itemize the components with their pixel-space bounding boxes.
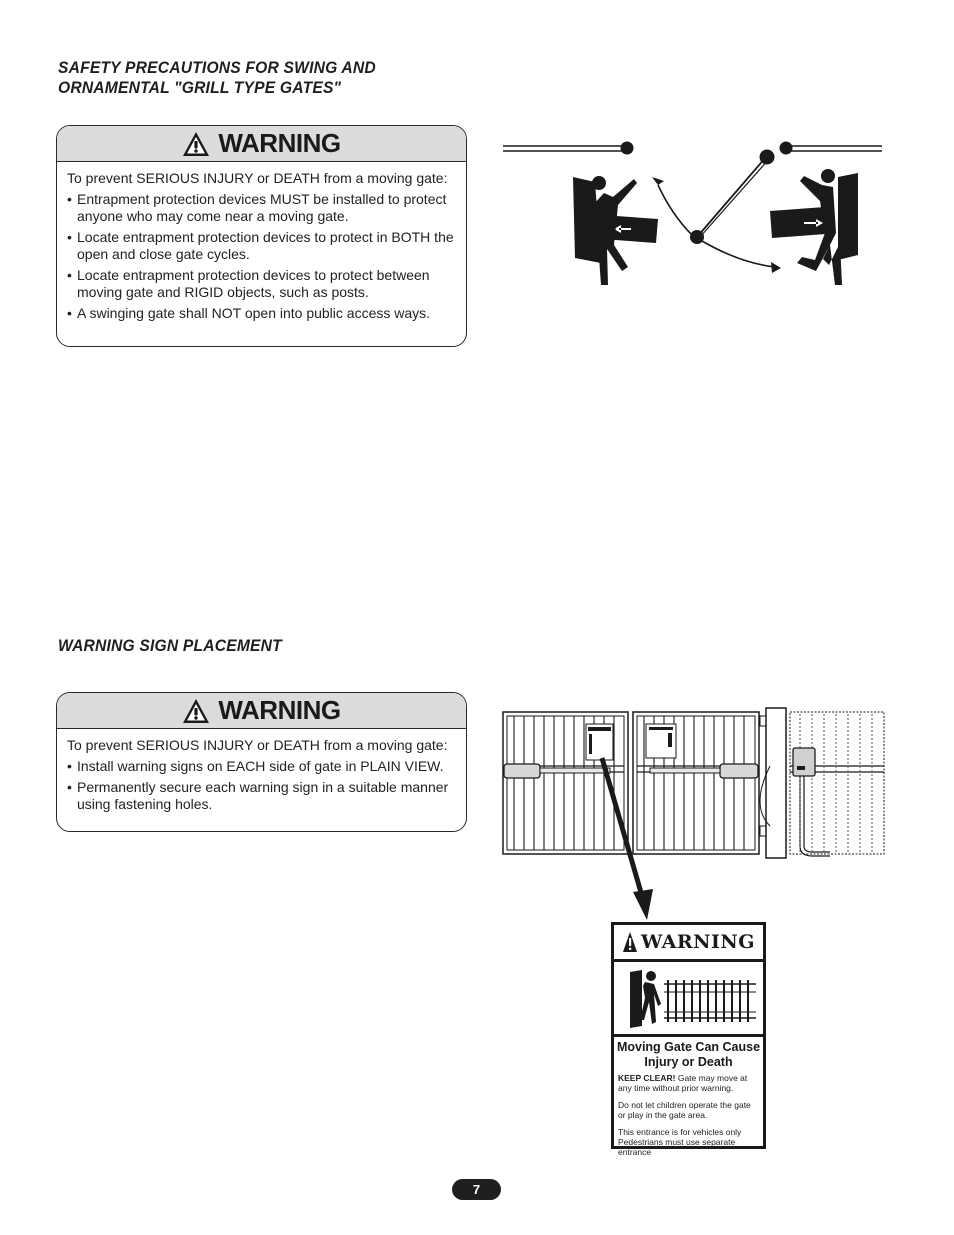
warning-item: • Install warning signs on EACH side of gate in PLAIN VIEW. <box>67 758 456 775</box>
warning-box-header <box>57 126 466 162</box>
sign-keep-clear-rest: Gate may move at any time without prior warning. <box>618 1073 748 1093</box>
sign-pictogram <box>614 962 763 1037</box>
warning-lead: To prevent SERIOUS INJURY or DEATH from a moving gate: <box>67 737 448 753</box>
sign-text <box>614 1070 763 1157</box>
section-heading-sign-placement: WARNING SIGN PLACEMENT <box>58 636 282 655</box>
sign-entrance-line-2: Pedestrians must use separate entrance <box>618 1137 736 1157</box>
warning-item: • Locate entrapment protection devices to protect between moving gate and RIGID objects, such as posts. <box>67 267 456 301</box>
section-heading-safety <box>58 58 376 98</box>
warning-body <box>57 729 466 813</box>
swing-gate-entrapment-illustration <box>500 135 885 295</box>
sign-entrance-line-1: This entrance is for vehicles only <box>618 1127 742 1137</box>
sign-children: Do not let children operate the gate or play in the gate area. <box>618 1100 751 1120</box>
warning-box-entrapment <box>56 125 467 347</box>
warning-triangle-icon <box>182 131 210 157</box>
warning-box-sign-placement <box>56 692 467 832</box>
warning-item: • Permanently secure each warning sign in a suitable manner using fastening holes. <box>67 779 456 813</box>
heading-line-1: SAFETY PRECAUTIONS FOR SWING AND <box>58 58 376 77</box>
gate-entrapment-pictogram <box>614 962 763 1034</box>
page-number: 7 <box>452 1179 501 1200</box>
sign-entrance <box>618 1127 759 1157</box>
warning-item: • Locate entrapment protection devices to protect in BOTH the open and close gate cycles. <box>67 229 456 263</box>
warning-list <box>67 191 456 322</box>
sign-caption <box>614 1040 763 1070</box>
warning-list <box>67 758 456 813</box>
warning-sign-enlarged <box>611 922 766 1157</box>
warning-triangle-icon <box>182 698 210 724</box>
heading-line-2: ORNAMENTAL "GRILL TYPE GATES" <box>58 78 342 97</box>
warning-item: • Entrapment protection devices MUST be installed to protect anyone who may come near a moving gate. <box>67 191 456 225</box>
sign-header <box>614 925 763 962</box>
warning-body <box>57 162 466 322</box>
warning-box-header <box>57 693 466 729</box>
warning-title: WARNING <box>218 128 341 158</box>
warning-title: WARNING <box>218 695 341 725</box>
sign-caption-line-1: Moving Gate Can Cause <box>616 1040 761 1054</box>
warning-exclamation-icon <box>622 931 638 953</box>
gate-sign-placement-illustration <box>500 706 886 922</box>
sign-keep-clear-bold: KEEP CLEAR! <box>618 1073 676 1083</box>
sign-caption-line-2: Injury or Death <box>644 1055 733 1069</box>
warning-lead: To prevent SERIOUS INJURY or DEATH from a moving gate: <box>67 170 448 186</box>
sign-title: WARNING <box>640 931 755 953</box>
sign-keep-clear <box>618 1073 759 1093</box>
warning-item: • A swinging gate shall NOT open into public access ways. <box>67 305 456 322</box>
